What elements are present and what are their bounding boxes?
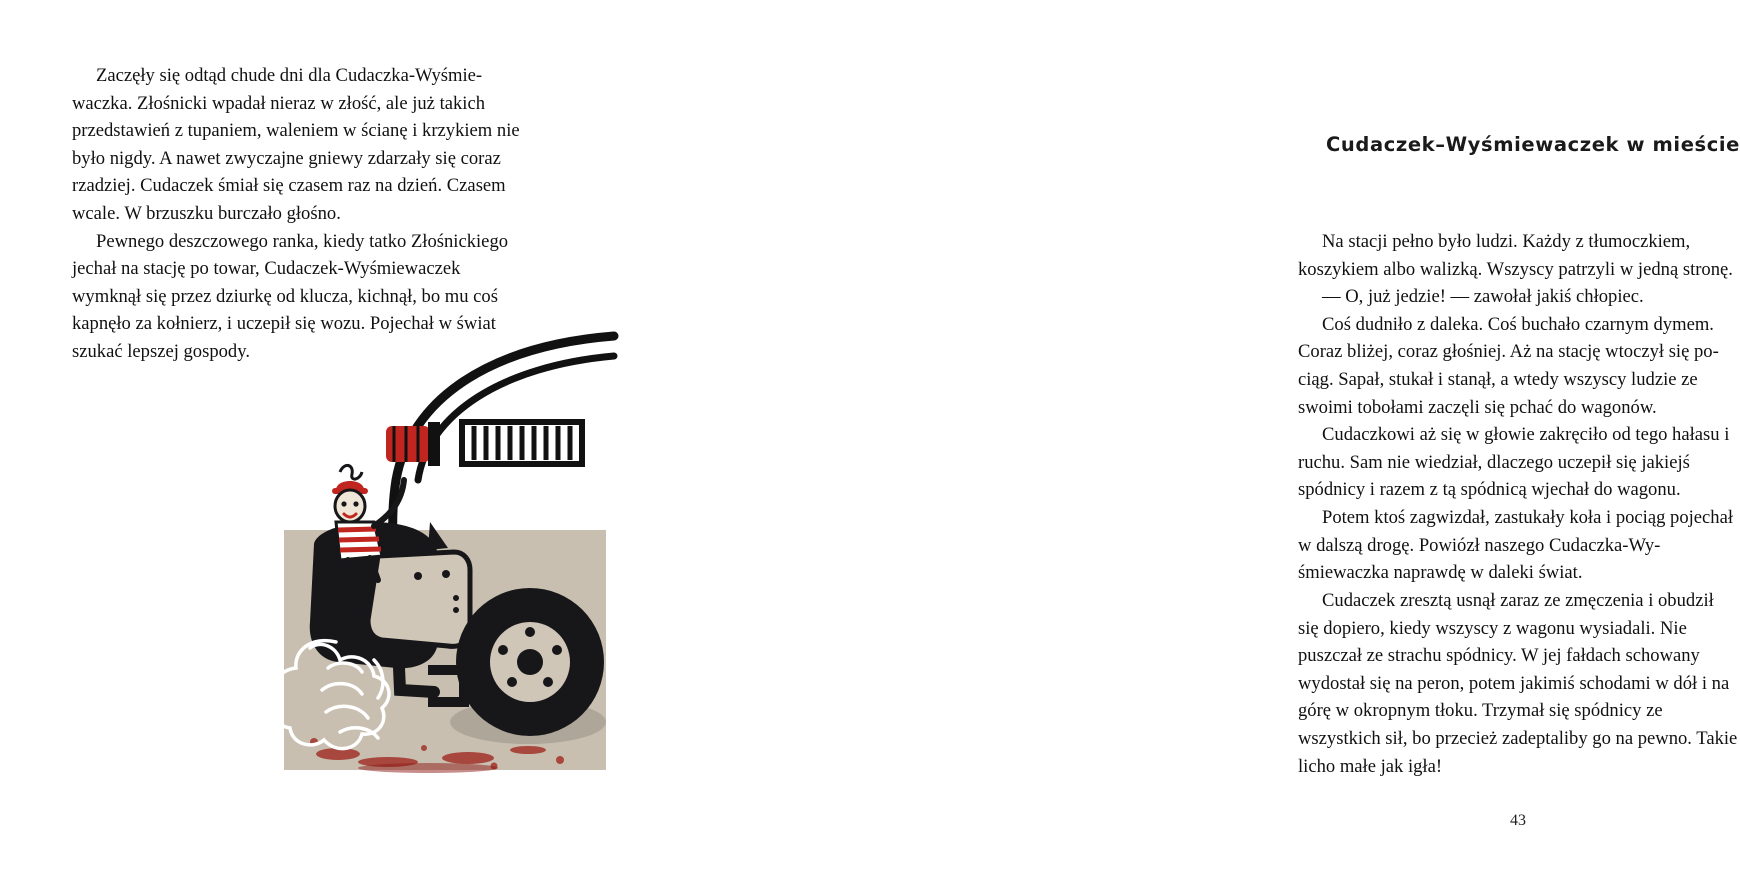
paragraph: Coś dudniło z daleka. Coś buchało czarnym dymem. Coraz bliżej, coraz głośniej. Aż na stację wtoczył się pociąg. Sapał, stukał i stanął, a wtedy wszyscy ludzie ze swoimi tobołami zaczęli się pchać do wagonów. bbox=[1298, 313, 1719, 418]
paragraph: Pewnego deszczowego ranka, kiedy tatko Złośnickiego jechał na stację po towar, Cudaczek-Wyśmiewaczek wymknął się przez dziurkę od klucza, kichnął, bo mu coś kapnęło za kołnierz, i uczepił się wozu. Pojechał w świat szukać lepszej gospody. bbox=[72, 230, 509, 363]
right-page bbox=[600, 0, 1740, 878]
illustration-cudaczek-on-cart bbox=[278, 330, 618, 780]
paragraph: Zaczęły się odtąd chude dni dla Cudaczka-Wyśmiewaczka. Złośnicki wpadał nieraz w złość, ale już takich przedstawień z tupaniem, waleniem w ścianę i krzykiem nie było nigdy. A nawet zwyczajne gniewy zdarzały się coraz rzadziej. Cudaczek śmiał się czasem raz na dzień. Czasem wcale. W brzuszku burczało głośno. bbox=[72, 65, 520, 225]
right-page-body bbox=[1298, 228, 1738, 780]
page-number: 43 bbox=[1510, 812, 1526, 829]
paragraph: Potem ktoś zagwizdał, zastukały koła i pociąg pojechał w dalszą drogę. Powiózł naszego Cudaczka-Wyśmiewaczka naprawdę w daleki świat. bbox=[1298, 507, 1734, 584]
ladder bbox=[462, 422, 582, 464]
paragraph: — O, już jedzie! — zawołał jakiś chłopiec. bbox=[1322, 286, 1644, 308]
paragraph: Na stacji pełno było ludzi. Każdy z tłumoczkiem, koszykiem albo walizką. Wszyscy patrzyli w jedną stronę. bbox=[1298, 231, 1733, 280]
paragraph: Cudaczek zresztą usnął zaraz ze zmęczenia i obudził się dopiero, kiedy wszyscy z wagonu wysiadali. Nie puszczał ze strachu spódnicy. W jej fałdach schowany wydostał się na peron, potem jakimiś schodami w dół i na górę w okropnym tłoku. Trzymał się spódnicy ze wszystkich sił, bo przecież zadeptaliby go na pewno. Takie licho małe jak igła! bbox=[1298, 589, 1738, 777]
chapter-title: Cudaczek–Wyśmiewaczek w mieście bbox=[1326, 133, 1740, 157]
paragraph: Cudaczkowi aż się w głowie zakręciło od tego hałasu i ruchu. Sam nie wiedział, dlaczego uczepił się jakiejś spódnicy i razem z tą spódnicą wjechał do wagonu. bbox=[1298, 424, 1730, 501]
left-page bbox=[0, 0, 600, 878]
left-page-body bbox=[72, 62, 527, 366]
lantern bbox=[386, 422, 440, 466]
